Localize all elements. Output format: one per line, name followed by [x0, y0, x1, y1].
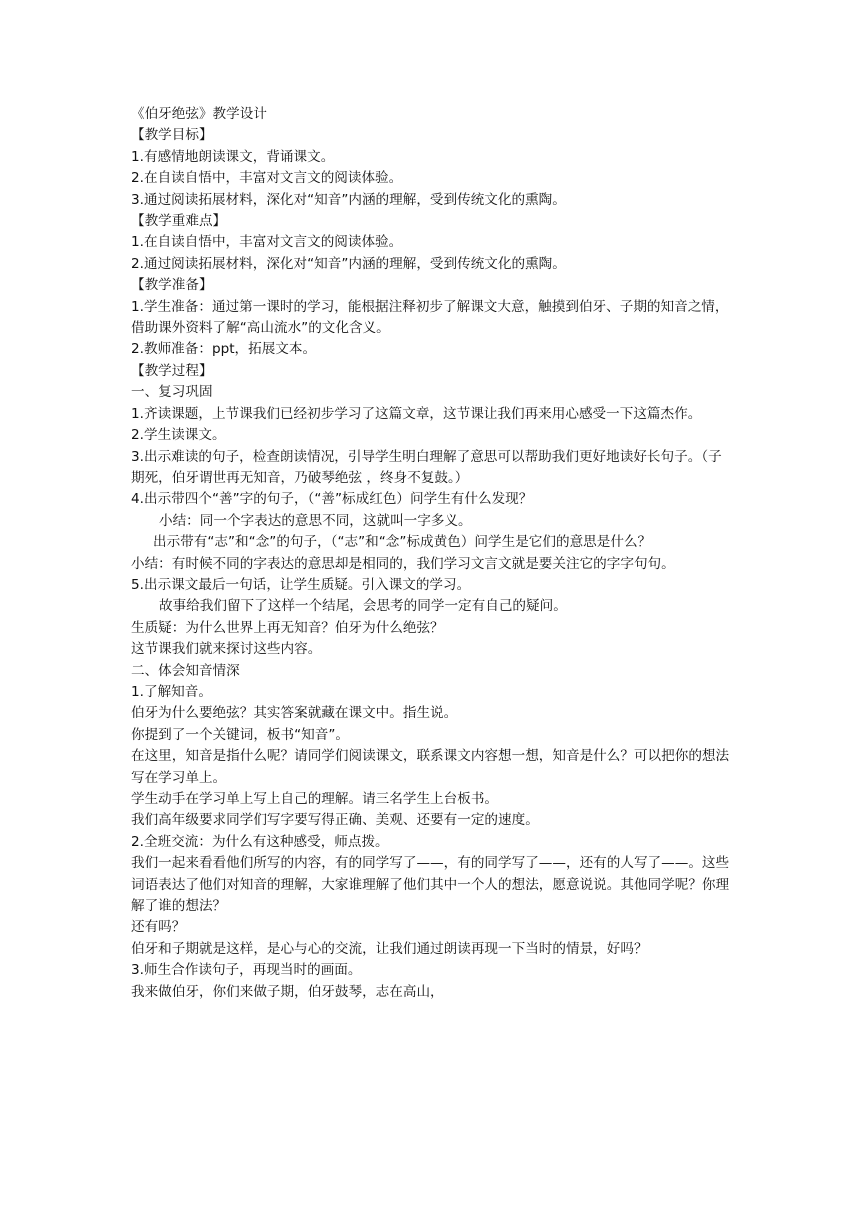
part-1-paragraph: 小结：有时候不同的字表达的意思却是相同的，我们学习文言文就是要关注它的字字句句。 [131, 555, 675, 572]
document-title: 《伯牙绝弦》教学设计 [131, 106, 267, 122]
part-2-paragraph: 伯牙和子期就是这样，是心与心的交流，让我们通过朗读再现一下当时的情景，好吗？ [131, 940, 648, 957]
preparation-item-1: 1.学生准备：通过第一课时的学习，能根据注释初步了解课文大意，触摸到伯牙、子期的知音之情，借助课外资料了解“高山流水”的文化含义。 [131, 298, 729, 337]
objectives-heading: 【教学目标】 [131, 127, 213, 144]
part-2-paragraph: 2.全班交流：为什么有这种感受，师点拨。 [131, 833, 389, 850]
part-1-paragraph: 小结：同一个字表达的意思不同，这就叫一字多义。 [159, 512, 472, 529]
keypoint-item-2: 2.通过阅读拓展材料，深化对“知音”内涵的理解，受到传统文化的熏陶。 [131, 255, 566, 272]
document-body [131, 104, 733, 1003]
objective-item-3: 3.通过阅读拓展材料，深化对“知音”内涵的理解，受到传统文化的熏陶。 [131, 191, 566, 208]
preparation-heading: 【教学准备】 [131, 277, 213, 294]
part-2-paragraph: 我们高年级要求同学们写字要写得正确、美观、还要有一定的速度。 [131, 812, 539, 829]
part-1-paragraph: 生质疑：为什么世界上再无知音？伯牙为什么绝弦？ [131, 619, 444, 636]
objective-item-2: 2.在自读自悟中，丰富对文言文的阅读体验。 [131, 170, 403, 187]
part-2-paragraph: 伯牙为什么要绝弦？其实答案就藏在课文中。指生说。 [131, 705, 458, 722]
part-2-paragraph: 在这里，知音是指什么呢？请同学们阅读课文，联系课文内容想一想，知音是什么？可以把你的想法写在学习单上。 [131, 748, 730, 786]
part-2-paragraph: 你提到了一个关键词，板书“知音”。 [131, 726, 349, 743]
part-2-paragraph: 3.师生合作读句子，再现当时的画面。 [131, 962, 362, 979]
part-1-paragraph: 故事给我们留下了这样一个结尾，会思考的同学一定有自己的疑问。 [159, 598, 567, 615]
part-1-paragraph: 这节课我们就来探讨这些内容。 [131, 641, 322, 658]
part-1-paragraph: 4.出示带四个“善”字的句子，（“善”标成红色）问学生有什么发现？ [131, 491, 533, 508]
part-2-paragraph: 我们一起来看看他们所写的内容，有的同学写了——，有的同学写了——，还有的人写了——。这些词语表达了他们对知音的理解，大家谁理解了他们其中一个人的想法，愿意说说。其他同学呢？你理解了谁的想法？ [131, 855, 730, 915]
part-1-paragraph: 2.学生读课文。 [131, 427, 226, 444]
part-2-paragraph: 还有吗？ [131, 919, 186, 936]
part-2-paragraph: 我来做伯牙，你们来做子期，伯牙鼓琴，志在高山， [131, 983, 444, 1000]
part-2-heading: 二、体会知音情深 [131, 662, 240, 679]
objective-item-1: 1.有感情地朗读课文，背诵课文。 [131, 148, 335, 165]
keypoint-item-1: 1.在自读自悟中，丰富对文言文的阅读体验。 [131, 234, 403, 251]
part-2-paragraph: 学生动手在学习单上写上自己的理解。请三名学生上台板书。 [131, 791, 499, 807]
part-1-paragraph: 5.出示课文最后一句话，让学生质疑。引入课文的学习。 [131, 576, 471, 593]
keypoints-heading: 【教学重难点】 [131, 213, 227, 230]
part-1-paragraph: 3.出示难读的句子，检查朗读情况，引导学生明白理解了意思可以帮助我们更好地读好长句子。（子期死，伯牙谓世再无知音，乃破琴绝弦 ，终身不复鼓。） [131, 448, 722, 486]
preparation-item-2: 2.教师准备：ppt，拓展文本。 [131, 341, 317, 358]
part-1-paragraph: 1.齐读课题，上节课我们已经初步学习了这篇文章，这节课让我们再来用心感受一下这篇杰作。 [131, 405, 702, 422]
part-2-paragraph: 1.了解知音。 [131, 683, 212, 700]
part-1-heading: 一、复习巩固 [131, 384, 213, 401]
part-1-paragraph: 出示带有“志”和“念”的句子，（“志”和“念”标成黄色）问学生是它们的意思是什么？ [153, 534, 652, 551]
process-heading: 【教学过程】 [131, 362, 213, 379]
